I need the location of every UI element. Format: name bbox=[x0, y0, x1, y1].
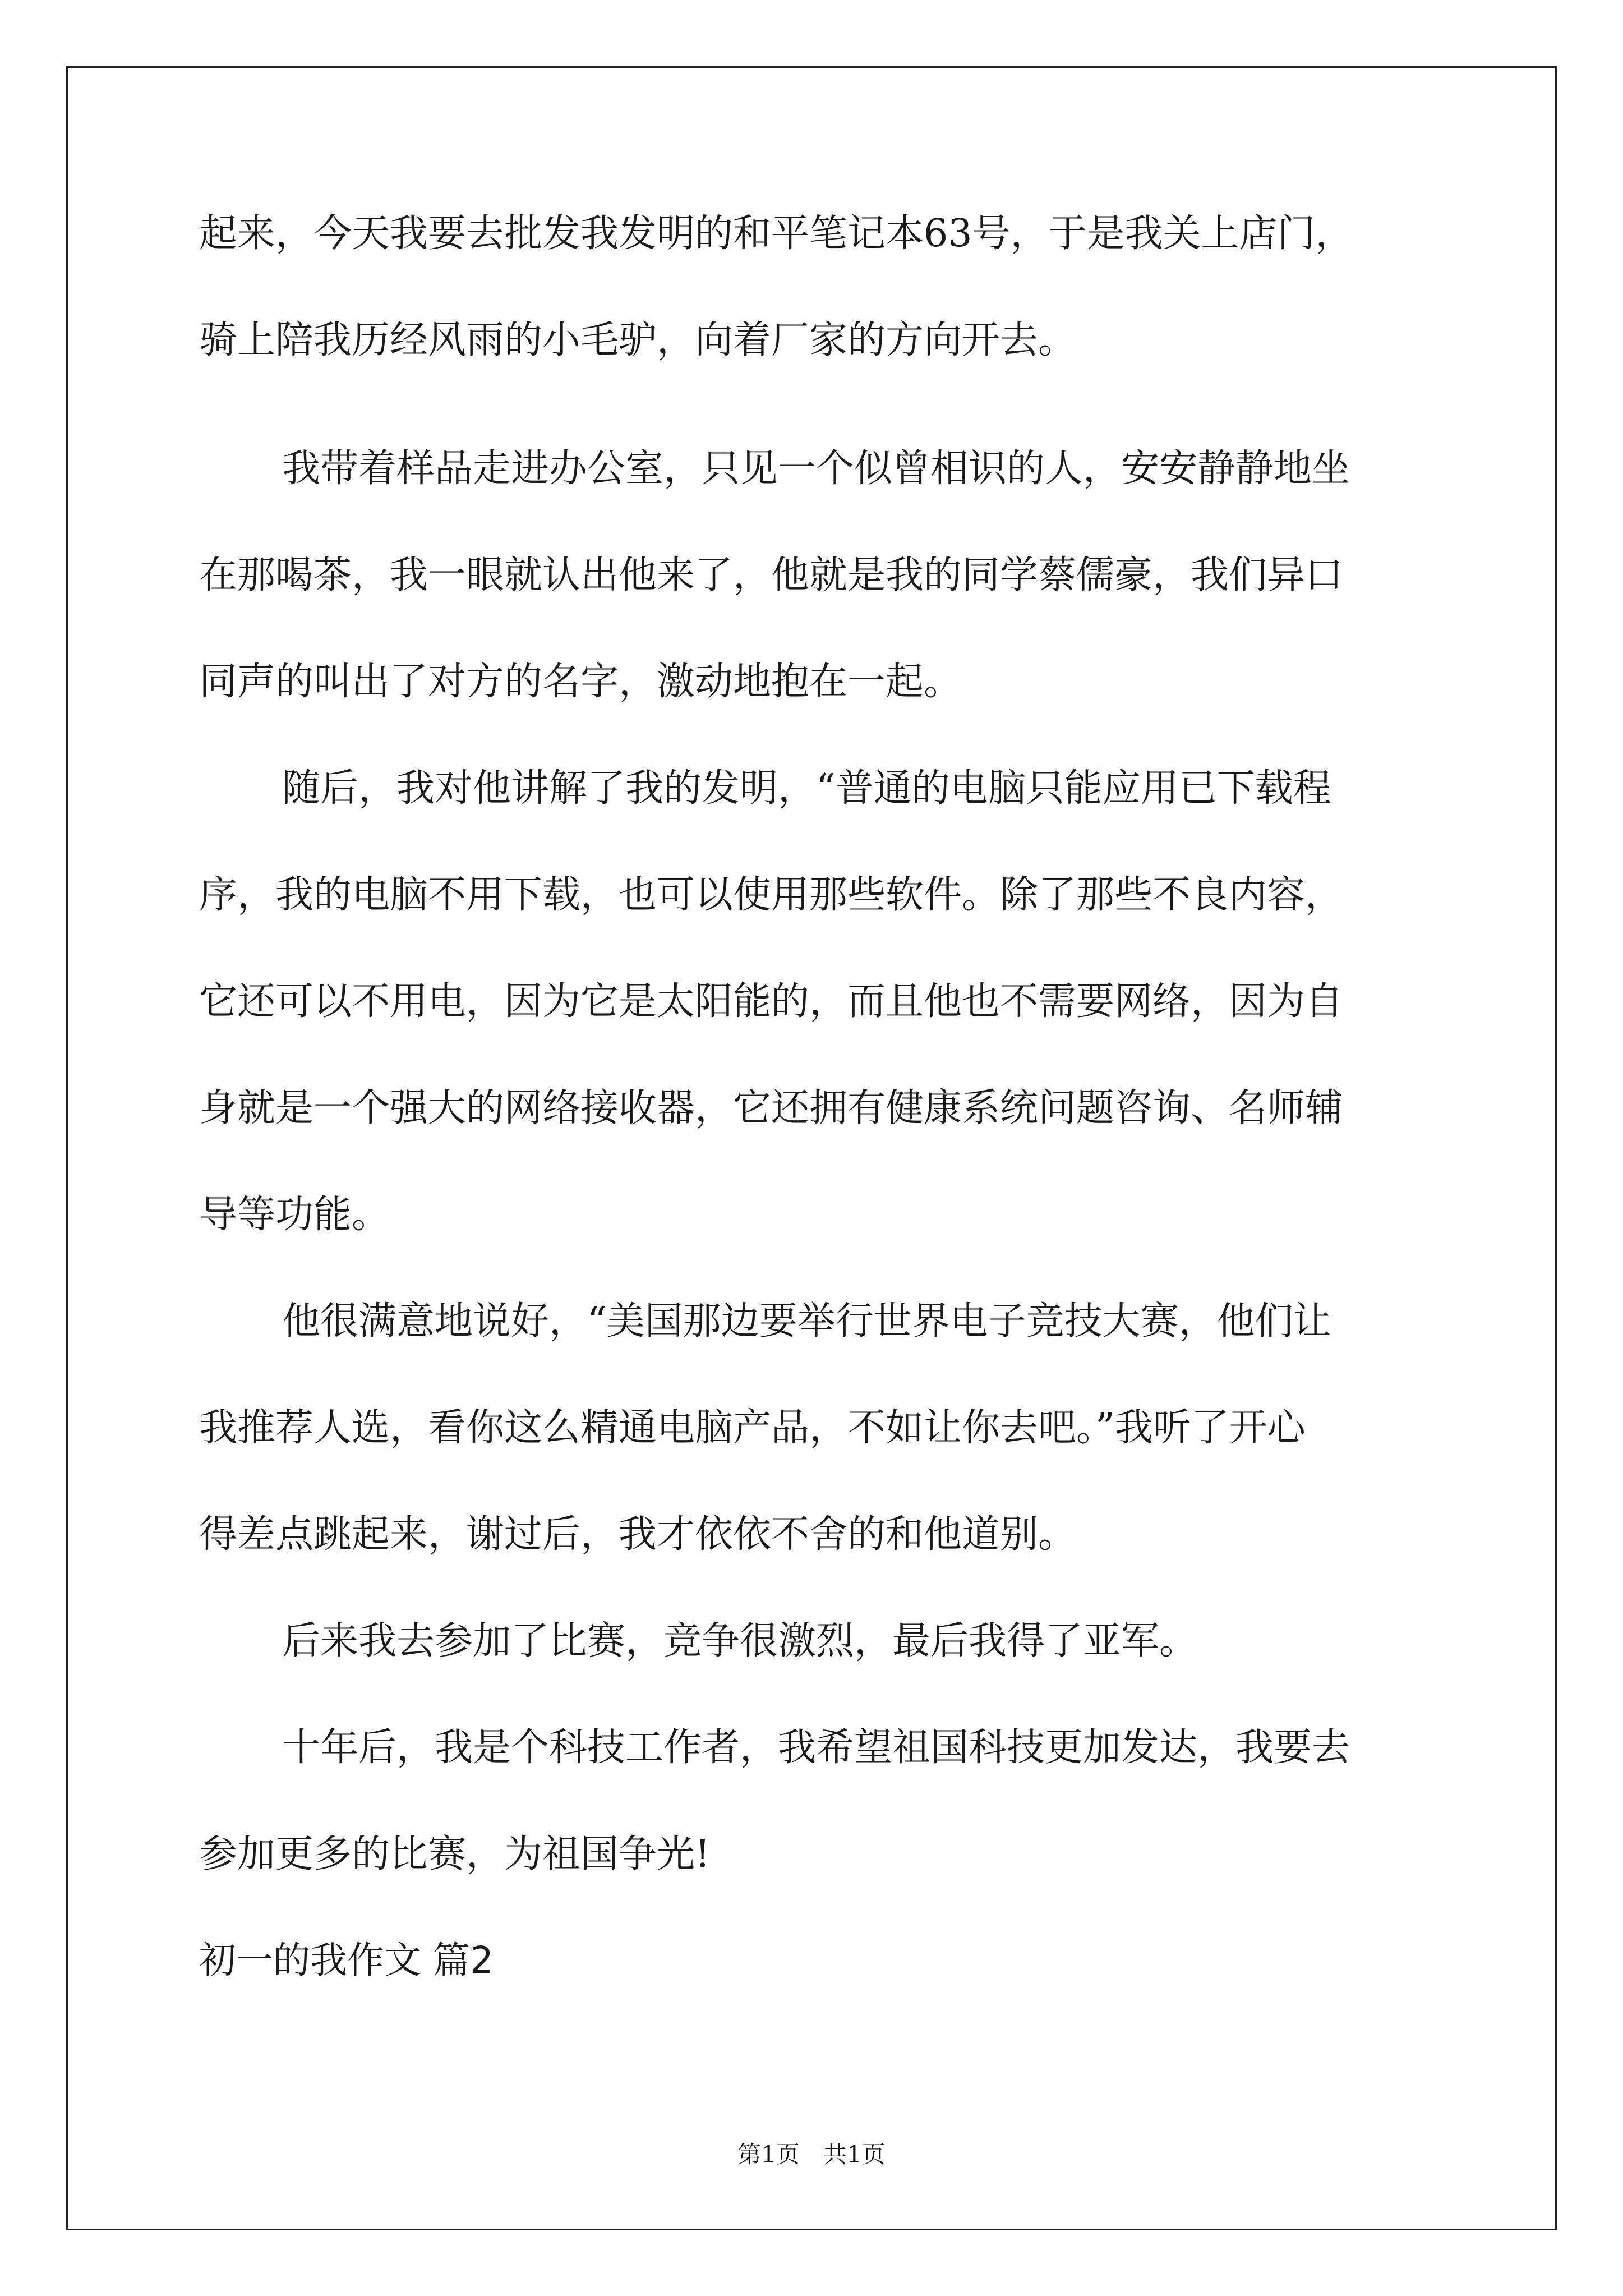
text-line: 在那喝茶，我一眼就认出他来了，他就是我的同学蔡儒豪，我们异口 bbox=[199, 553, 1344, 597]
text-line: 它还可以不用电，因为它是太阳能的，而且他也不需要网络，因为自 bbox=[199, 979, 1344, 1024]
paragraph-start: 后来我去参加了比赛，竞争很激烈，最后我得了亚军。 bbox=[282, 1619, 1198, 1663]
text-line: 序，我的电脑不用下载，也可以使用那些软件。除了那些不良内容， bbox=[199, 873, 1344, 917]
paragraph-start: 十年后，我是个科技工作者，我希望祖国科技更加发达，我要去 bbox=[282, 1726, 1350, 1770]
text-line: 得差点跳起来，谢过后，我才依依不舍的和他道别。 bbox=[199, 1512, 1077, 1557]
text-line: 我推荐人选，看你这么精通电脑产品，不如让你去吧。”我听了开心 bbox=[199, 1406, 1306, 1450]
text-line: 参加更多的比赛，为祖国争光! bbox=[199, 1832, 711, 1876]
text-line: 骑上陪我历经风雨的小毛驴，向着厂家的方向开去。 bbox=[199, 318, 1077, 362]
paragraph-start: 我带着样品走进办公室，只见一个似曾相识的人，安安静静地坐 bbox=[282, 447, 1350, 491]
text-line: 身就是一个强大的网络接收器，它还拥有健康系统问题咨询、名师辅 bbox=[199, 1086, 1344, 1130]
page-border bbox=[66, 66, 1557, 2230]
text-line: 导等功能。 bbox=[199, 1193, 390, 1237]
section-heading: 初一的我作文 篇2 bbox=[199, 1939, 494, 1982]
text-line: 起来，今天我要去批发我发明的和平笔记本63号，于是我关上店门， bbox=[199, 211, 1354, 256]
text-line: 同声的叫出了对方的名字，激动地抱在一起。 bbox=[199, 660, 962, 704]
paragraph-start: 随后，我对他讲解了我的发明，“普通的电脑只能应用已下载程 bbox=[282, 766, 1331, 811]
page-number-footer: 第1页 共1页 bbox=[737, 2141, 886, 2168]
paragraph-start: 他很满意地说好，“美国那边要举行世界电子竞技大赛，他们让 bbox=[282, 1299, 1331, 1343]
